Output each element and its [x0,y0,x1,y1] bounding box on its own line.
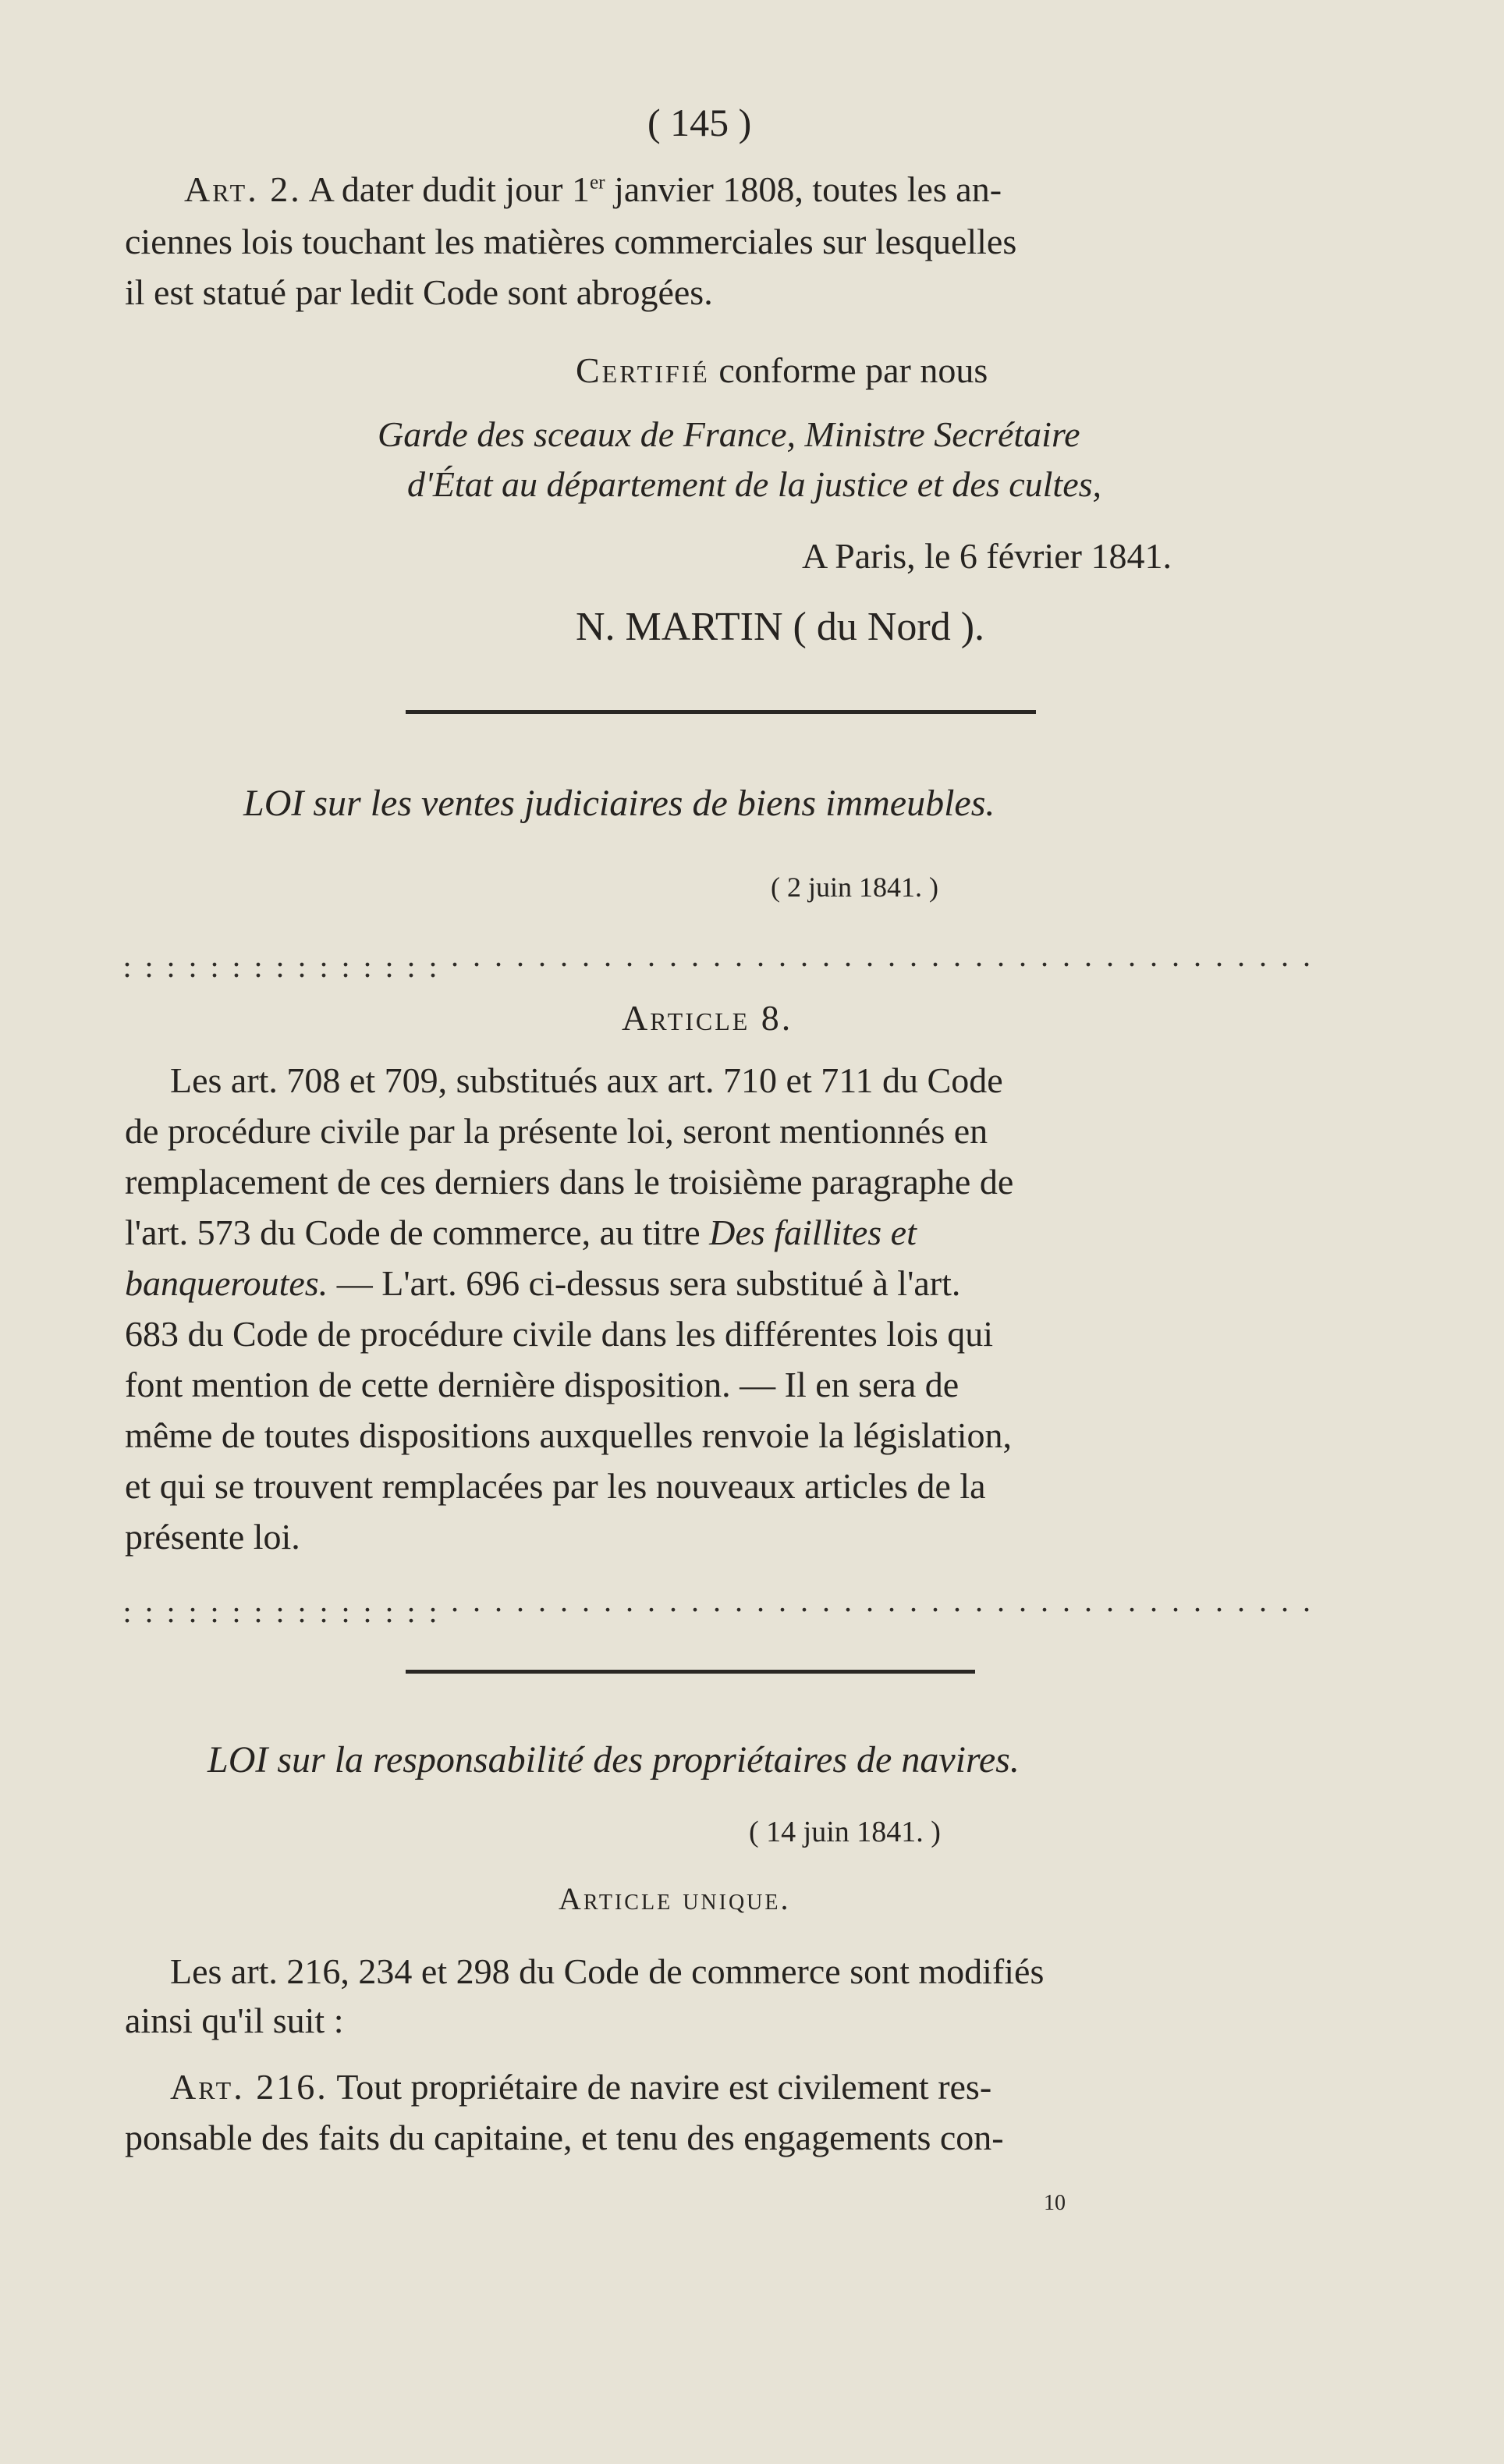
ellipsis-row-1: . . . . . . . . . . . . . . . . . . . . . . . . . . . . . . . . . . . . . . . . . . . . . . . . . . . . . . . . . . . . . . . . . . . . . . [123,938,1314,984]
law1-title [243,782,995,825]
place-date: A Paris, le 6 février 1841. [802,536,1172,576]
art216-line-2: ponsable des faits du capitaine, et tenu des engagements con- [125,2118,1004,2157]
law2-intro-line-2: ainsi qu'il suit : [125,2001,344,2040]
art216-line-1 [170,2066,991,2107]
signature: N. MARTIN ( du Nord ). [576,605,985,649]
law1-line-5-text: — L'art. 696 ci-dessus sera substitué à l'art. [328,1263,961,1303]
law1-line-3: remplacement de ces derniers dans le troisième paragraphe de [125,1162,1014,1202]
law2-title-rest: sur la responsabilité des propriétaires de navires. [268,1739,1020,1781]
certification-line-1: Garde des sceaux de France, Ministre Secrétaire [378,414,1080,454]
law1-title-rest: sur les ventes judiciaires de biens immeubles. [303,783,995,824]
art2-text-a: A dater dudit jour 1 [308,169,590,209]
ellipsis-row-2: . . . . . . . . . . . . . . . . . . . . . . . . . . . . . . . . . . . . . . . . . . . . . . . . . . . . . . . . . . . . . . . . . . . . . . [123,1583,1314,1629]
law1-article-heading [622,997,793,1039]
art2-sup: er [589,171,605,193]
law1-date: ( 2 juin 1841. ) [771,872,938,903]
art2-text-b: janvier 1808, toutes les an- [605,169,1002,209]
law1-line-1 [170,1060,1334,1101]
art2-line-3: il est statué par ledit Code sont abrogées. [125,272,713,312]
law2-title-lead: LOI [208,1739,268,1781]
article-8-label: Article 8. [622,998,793,1038]
law1-title-lead: LOI [243,783,304,824]
law1-line-7: font mention de cette dernière disposition. — Il en sera de [125,1365,960,1404]
art216-text: Tout propriétaire de navire est civilement res- [336,2067,992,2107]
law1-line-2: de procédure civile par la présente loi, seront mentionnés en [125,1111,988,1151]
signature-mark: 10 [1044,2191,1066,2215]
law1-line-9: et qui se trouvent remplacées par les nouveaux articles de la [125,1466,986,1506]
law1-italic-title-a: Des faillites et [709,1212,917,1252]
art2-line-1 [184,169,1334,210]
law2-title [208,1738,1020,1781]
law1-line-10: présente loi. [125,1517,300,1557]
law1-line-4 [125,1212,917,1253]
page-number: ( 145 ) [647,101,752,144]
law2-article-heading [559,1880,791,1917]
law1-italic-title-b: banqueroutes. [125,1263,328,1303]
law1-line-6: 683 du Code de procédure civile dans les différentes lois qui [125,1314,994,1354]
section-divider-1 [406,710,1036,714]
article-unique-label: Article unique. [559,1881,791,1916]
section-divider-2 [406,1670,975,1674]
law1-line-4-text: l'art. 573 du Code de commerce, au titre [125,1212,710,1252]
certified-label: Certifié [576,350,710,390]
law2-date: ( 14 juin 1841. ) [749,1816,941,1848]
art216-label: Art. 216. [170,2067,328,2107]
law1-line-8: même de toutes dispositions auxquelles renvoie la législation, [125,1415,1012,1455]
certified-rest: conforme par nous [709,350,988,390]
certification-heading [576,350,988,391]
law1-line-1-text: Les art. 708 et 709, substitués aux art. 710 et 711 du Code [170,1060,1003,1100]
art2-label: Art. 2. [184,169,302,209]
art2-line-2: ciennes lois touchant les matières commerciales sur lesquelles [125,222,1017,261]
law1-line-5 [125,1262,960,1304]
law2-intro-line-1: Les art. 216, 234 et 298 du Code de commerce sont modifiés [170,1951,1045,1991]
certification-line-2: d'État au département de la justice et des cultes, [407,464,1102,504]
